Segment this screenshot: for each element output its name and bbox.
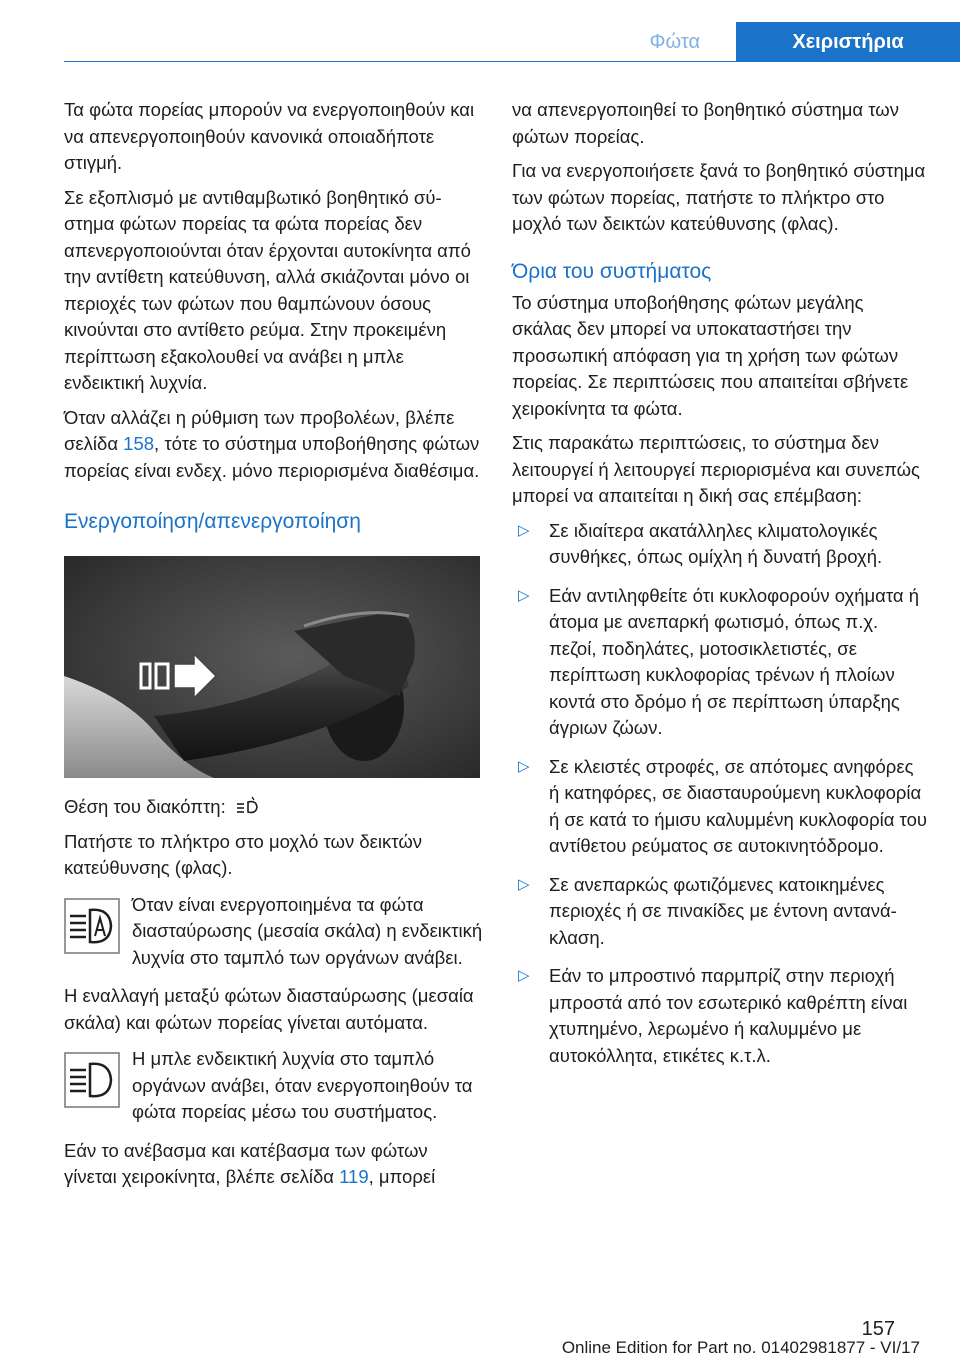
- bullet-arrow-icon: ▷: [518, 967, 530, 984]
- list-item: [512, 963, 928, 1069]
- page-number: 157: [861, 1318, 895, 1340]
- turn-signal-lever-photo: [64, 556, 480, 778]
- list-item-text: Εάν αντιληφθείτε ότι κυκλοφορούν οχήματα ή άτομα με ανεπαρκή φωτισμό, όπως π.χ. πεζοί, ποδηλάτες, μοτοσικλετιστές, σε περίπτωση κυκλοφορίας τρένων ή πλοίων κοντά στο δρόμο ή σε περίπτωση ύπαρξης άγριων ζώων.: [549, 584, 920, 738]
- note-high-beam-indicator: [64, 1046, 484, 1126]
- bullet-arrow-icon: ▷: [518, 757, 530, 775]
- header-rule: [64, 61, 960, 62]
- edition-note: Online Edition for Part no. 01402981877 - VI/17: [561, 1338, 920, 1357]
- page-link-158[interactable]: 158: [123, 433, 155, 454]
- paragraph: Στις παρακάτω περιπτώσεις, το σύστημα δεν λειτουργεί ή λειτουργεί περιορισμένα και συνεπώς μπορεί να απαιτείται η δική σας επέμβαση:: [512, 432, 920, 506]
- list-item-text: Σε ιδιαίτερα ακατάλληλες κλιματολογικές συνθήκες, όπως ομίχλη ή δυνατή βροχή.: [549, 519, 883, 567]
- high-beam-indicator-icon: [64, 1052, 120, 1108]
- bullet-arrow-icon: ▷: [518, 586, 530, 604]
- bullet-arrow-icon: ▷: [518, 875, 530, 893]
- note-text: Όταν είναι ενεργοποιημένα τα φώτα διασταύρωσης (μεσαία σκάλα) η ενδεικτική λυχνία στο ταμπλό των οργάνων ανάβει.: [132, 893, 483, 968]
- paragraph: Σε εξοπλισμό με αντιθαμβωτικό βοηθητικό σύστημα φώτων πορείας τα φώτα πορείας δεν απενεργοποιούνται όταν έρχονται αυτοκίνητα από την αντίθετη κατεύθυνση, αλλά σκιάζονται μόνο οι περιοχές των φώτων που θαμπώνουν όσους κινούνται στο αντίθετο ρεύμα. Στην προκειμένη περίπτωση εξακολουθεί να ανάβει η μπλε ενδεικτική λυχνία.: [64, 186, 471, 393]
- bullet-arrow-icon: ▷: [518, 521, 530, 539]
- list-item: [512, 583, 928, 742]
- note-text: Η μπλε ενδεικτική λυχνία στο ταμπλό οργάνων ανάβει, όταν ενεργοποιηθούν τα φώτα πορείας μέσω του συστήματος.: [132, 1048, 473, 1122]
- paragraph: [64, 1138, 484, 1191]
- paragraph: [64, 405, 484, 485]
- section-heading-activation: Ενεργοποίηση/απενεργοποίηση: [64, 510, 361, 533]
- list-item: [512, 518, 928, 571]
- paragraph-text: , τότε το σύστημα υποβοήθησης φώτων πορείας είναι ενδεχ. μόνο περιορισμένα διαθέσιμα.: [64, 433, 480, 481]
- page-link-119[interactable]: 119: [339, 1166, 369, 1187]
- page-header: [64, 22, 960, 62]
- paragraph-text: , μπορεί: [368, 1166, 436, 1187]
- chapter-tab[interactable]: Χειριστήρια: [736, 22, 960, 62]
- list-item: [512, 872, 928, 952]
- limitations-list: [512, 518, 928, 1070]
- note-indicator-active: [64, 892, 484, 972]
- switch-position-caption: [64, 794, 484, 821]
- left-column: [64, 97, 484, 1199]
- section-heading-system-limits: Όρια του συστήματος: [512, 259, 712, 283]
- paragraph: Το σύστημα υποβοήθησης φώτων μεγάλης σκάλας δεν μπορεί να υποκαταστήσει την προσωπική απόφαση για τη χρήση των φώτων πορείας. Σε περιπτώσεις που απαιτείται σβήνετε χειροκίνητα τα φώτα.: [512, 291, 909, 419]
- paragraph-text: Όταν αλλάζει η ρύθμιση των προβολέων, βλέπε σελίδα: [64, 406, 455, 454]
- paragraph: Πατήστε το πλήκτρο στο μοχλό των δεικτών κατεύθυνσης (φλας).: [64, 830, 423, 878]
- right-column: [512, 97, 928, 1081]
- paragraph: να απενεργοποιηθεί το βοηθητικό σύστημα των φώτων πορείας.: [512, 99, 899, 147]
- list-item-text: Σε ανεπαρκώς φωτιζόμενες κατοικημένες περιοχές ή σε πινακίδες με έντονη αντανάκλαση.: [549, 873, 897, 948]
- paragraph-text: Εάν το ανέβασμα και κατέβασμα των φώτων γίνεται χειροκίνητα, βλέπε σελίδα: [64, 1139, 428, 1187]
- list-item-text: Σε κλειστές στροφές, σε απότομες ανηφόρες ή κατηφόρες, σε διασταυρούμενη κυκλοφορία ή σε κατά το ήμισυ καλυμμένη κυκλοφορία του αντίθετου ρεύματος σε αυτοκινητόδρομο.: [549, 755, 928, 856]
- high-beam-assistant-switch-icon: [234, 796, 260, 818]
- high-beam-assistant-indicator-icon: [64, 898, 120, 954]
- caption-text: Θέση του διακόπτη:: [64, 796, 226, 817]
- list-item-text: Εάν το μπροστινό παρμπρίζ στην περιοχή μπροστά από τον εσωτερικό καθρέπτη είναι χτυπημένο, λερωμένο ή καλυμμένο με αυτοκόλλητα, ετικέτες κ.τ.λ.: [549, 965, 908, 1066]
- list-item: [512, 754, 928, 860]
- paragraph: Τα φώτα πορείας μπορούν να ενεργοποιηθούν και να απενεργοποιηθούν κανονικά οποιαδήποτε στιγμή.: [64, 99, 475, 173]
- section-tab[interactable]: Φώτα: [649, 31, 700, 53]
- paragraph: Για να ενεργοποιήσετε ξανά το βοηθητικό σύστημα των φώτων πορείας, πατήστε το πλήκτρο στο μοχλό των δεικτών κατεύθυνσης (φλας).: [512, 160, 926, 234]
- paragraph: Η εναλλαγή μεταξύ φώτων διασταύρωσης (μεσαία σκάλα) και φώτων πορείας γίνεται αυτόματα.: [64, 985, 474, 1033]
